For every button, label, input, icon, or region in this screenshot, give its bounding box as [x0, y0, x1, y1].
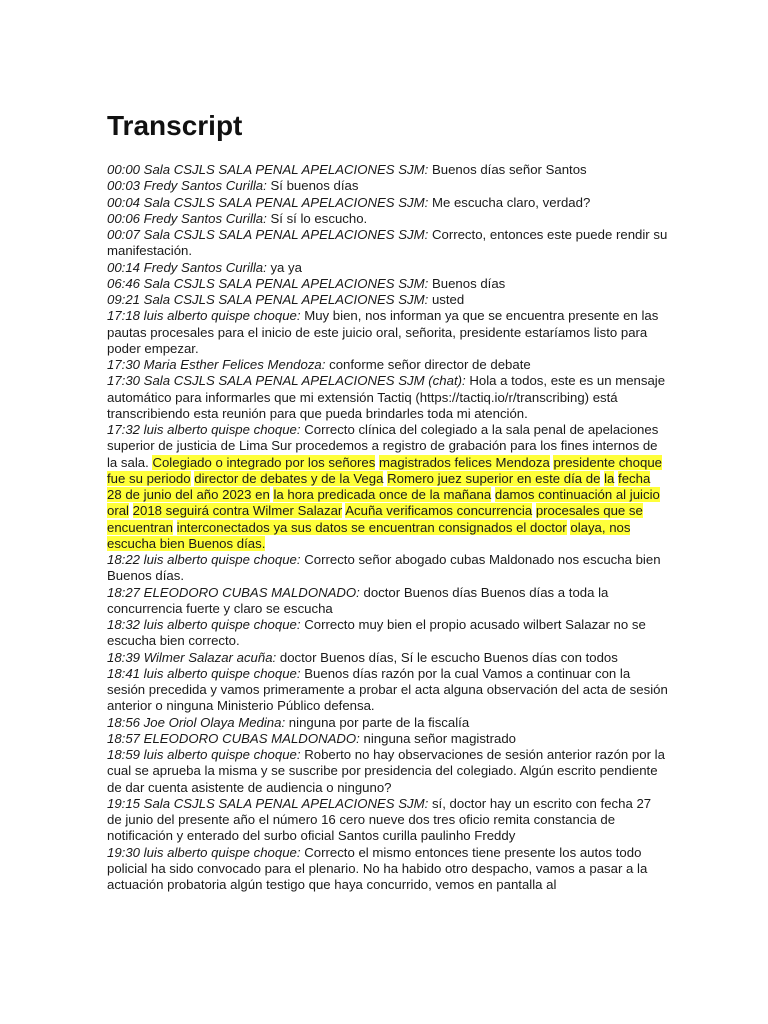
entry-text: sí, doctor hay un escrito con fecha 27 de junio del presente año el número 16 cero nueve dos tres oficio remita constancia de notificación y enterado del surbo oficial Santos curilla paulinho Freddy — [107, 795, 652, 844]
transcript-entry — [107, 731, 668, 747]
entry-text: ninguna señor magistrado — [359, 730, 516, 746]
highlighted-text: la hora predicada once de la mañana — [273, 487, 492, 502]
transcript-entry — [107, 227, 668, 260]
entry-text: Buenos días razón por la cual Vamos a continuar con la sesión precedida y vamos primeramente a probar el acta alguna observación del acta de sesión anterior o ninguna Ministerio Público defensa. — [107, 665, 668, 714]
transcript-entry — [107, 422, 668, 552]
transcript-entry — [107, 162, 668, 178]
highlighted-text: Colegiado o integrado por los señores — [152, 454, 376, 470]
entry-text: doctor Buenos días, Sí le escucho Buenos días con todos — [276, 649, 618, 665]
entry-text: Correcto el mismo entonces tiene presente los autos todo policial ha sido convocado para el plenario. No ha habido otro despacho, vamos a pasar a la actuación probatoria algún testigo que haya concurrido, vemos en pantalla al — [107, 844, 648, 892]
transcript-entry — [107, 650, 668, 666]
highlighted-text: fecha 28 de junio del año 2023 en — [107, 470, 651, 502]
transcript-entry — [107, 178, 668, 194]
transcript-entry — [107, 552, 668, 585]
highlighted-text: damos continuación al juicio oral — [107, 487, 660, 519]
highlighted-text: Romero juez superior en este día de — [387, 470, 601, 486]
highlighted-text: olaya, nos escucha bien Buenos días. — [107, 519, 631, 551]
entry-text: ya ya — [266, 259, 302, 275]
highlighted-text: interconectados ya sus datos se encuentran consignados el doctor — [176, 519, 567, 535]
entry-speaker: 19:30 luis alberto quispe choque: — [107, 844, 301, 860]
entry-speaker: 00:06 Fredy Santos Curilla: — [107, 210, 267, 226]
transcript-entry — [107, 666, 668, 715]
entry-speaker: 00:07 Sala CSJLS SALA PENAL APELACIONES SJM: — [107, 227, 429, 242]
entry-text: Buenos días señor Santos — [428, 162, 587, 177]
entry-text: Roberto no hay observaciones de sesión anterior razón por la cual se aprueba la misma y se suscribe por presidencia del colegiado. Algún escrito pendiente de dar cuenta asistente de audiencia o ninguno? — [107, 747, 665, 795]
transcript-entry — [107, 617, 668, 650]
entry-text: Correcto muy bien el propio acusado wilbert Salazar no se escucha bien correcto. — [107, 617, 646, 649]
entry-speaker: 18:32 luis alberto quispe choque: — [107, 617, 301, 632]
entry-speaker: 17:30 Maria Esther Felices Mendoza: — [107, 357, 326, 372]
entry-text: Muy bien, nos informan ya que se encuentra presente en las pautas procesales para el inicio de este juicio oral, señorita, presidente estaríamos listo para poder empezar. — [107, 308, 659, 356]
entry-text: Me escucha claro, verdad? — [428, 194, 591, 210]
transcript-entry — [107, 373, 668, 422]
entry-text: Sí buenos días — [266, 178, 359, 194]
entry-speaker: 06:46 Sala CSJLS SALA PENAL APELACIONES SJM: — [107, 275, 429, 291]
transcript-entry — [107, 357, 668, 373]
transcript-entry — [107, 260, 668, 276]
transcript-entry — [107, 195, 668, 211]
transcript-entry — [107, 585, 668, 618]
highlighted-text: director de debates y de la Vega — [194, 470, 384, 486]
entry-speaker: 18:41 luis alberto quispe choque: — [107, 665, 301, 681]
transcript-entry — [107, 211, 668, 227]
entry-speaker: 18:56 Joe Oriol Olaya Medina: — [107, 714, 286, 730]
entry-speaker: 18:39 Wilmer Salazar acuña: — [107, 649, 277, 665]
entry-text: Correcto clínica del colegiado a la sala penal de apelaciones superior de justicia de Lima Sur procedemos a registro de grabación para los fines internos de la sala. — [107, 422, 659, 470]
highlighted-text: presidente choque fue su periodo — [107, 454, 662, 486]
transcript-entry — [107, 715, 668, 731]
entry-speaker: 18:59 luis alberto quispe choque: — [107, 747, 301, 762]
entry-text: Correcto, entonces este puede rendir su manifestación. — [107, 227, 668, 259]
entry-text: conforme señor director de debate — [325, 357, 531, 372]
transcript-body — [107, 162, 668, 893]
entry-speaker: 18:27 ELEODORO CUBAS MALDONADO: — [107, 584, 360, 600]
entry-text: usted — [428, 292, 465, 307]
transcript-entry — [107, 747, 668, 796]
entry-speaker: 00:04 Sala CSJLS SALA PENAL APELACIONES SJM: — [107, 194, 429, 210]
entry-speaker: 00:03 Fredy Santos Curilla: — [107, 178, 267, 194]
transcript-entry — [107, 308, 668, 357]
entry-speaker: 17:32 luis alberto quispe choque: — [107, 422, 301, 437]
highlighted-text: la — [604, 470, 615, 486]
entry-text: Buenos días — [428, 275, 506, 291]
transcript-entry — [107, 276, 668, 292]
entry-text: Correcto señor abogado cubas Maldonado nos escucha bien Buenos días. — [107, 552, 661, 584]
highlighted-text: procesales que se encuentran — [107, 503, 643, 535]
entry-speaker: 19:15 Sala CSJLS SALA PENAL APELACIONES SJM: — [107, 795, 429, 811]
entry-text: doctor Buenos días Buenos días a toda la concurrencia fuerte y claro se escucha — [107, 584, 609, 616]
page-title: Transcript — [107, 110, 243, 141]
entry-text: ninguna por parte de la fiscalía — [285, 714, 470, 730]
transcript-entry — [107, 796, 668, 845]
entry-speaker: 18:57 ELEODORO CUBAS MALDONADO: — [107, 730, 360, 746]
transcript-entry — [107, 292, 668, 308]
entry-text: Sí sí lo escucho. — [266, 210, 368, 226]
entry-speaker: 17:30 Sala CSJLS SALA PENAL APELACIONES SJM (chat): — [107, 373, 466, 389]
highlighted-text: 2018 seguirá contra Wilmer Salazar — [132, 503, 343, 519]
entry-text: Hola a todos, este es un mensaje automático para informarles que mi extensión Tactiq (https://tactiq.io/r/transcribing) está transcribiendo esta reunión para que pueda brindarles toda mi atención. — [107, 373, 666, 421]
entry-speaker: 17:18 luis alberto quispe choque: — [107, 308, 301, 324]
transcript-entry — [107, 845, 668, 894]
entry-speaker: 00:14 Fredy Santos Curilla: — [107, 259, 267, 275]
entry-speaker: 00:00 Sala CSJLS SALA PENAL APELACIONES SJM: — [107, 162, 429, 177]
highlighted-text: magistrados felices Mendoza — [379, 454, 550, 470]
entry-speaker: 09:21 Sala CSJLS SALA PENAL APELACIONES SJM: — [107, 292, 429, 307]
entry-speaker: 18:22 luis alberto quispe choque: — [107, 552, 301, 567]
highlighted-text: Acuña verificamos concurrencia — [345, 503, 533, 519]
